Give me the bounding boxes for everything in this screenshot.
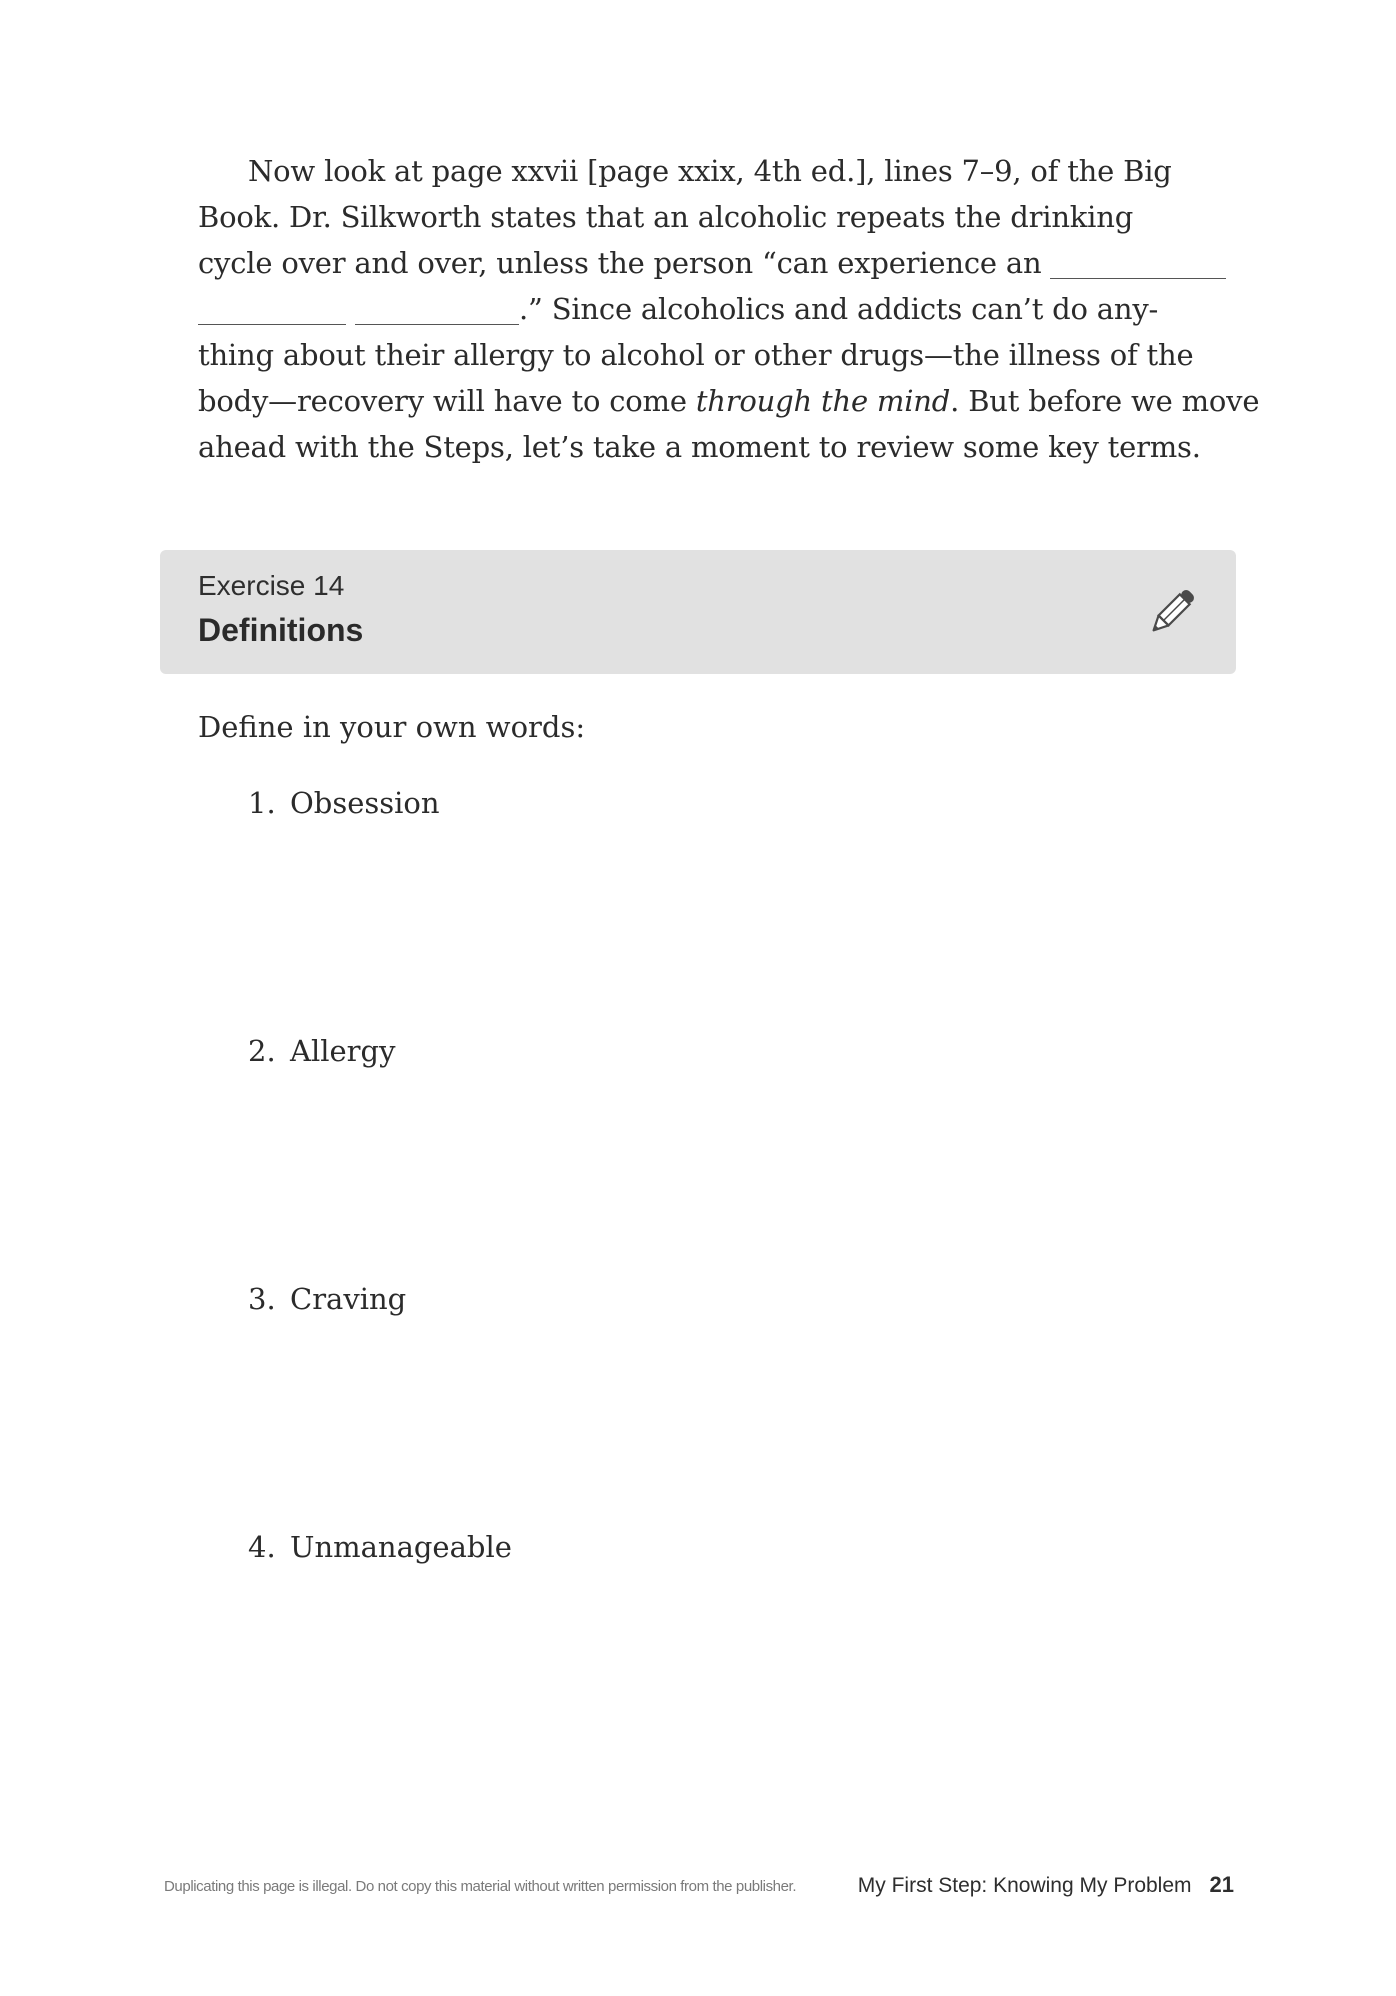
definition-item: [248, 1530, 512, 1564]
intro-line: ahead with the Steps, let’s take a moment to review some key terms.: [198, 430, 1201, 464]
emphasis-text: through the mind: [695, 384, 951, 418]
running-footer: [858, 1872, 1234, 1898]
definition-term: Obsession: [290, 786, 440, 820]
definition-term: Allergy: [290, 1034, 396, 1068]
chapter-title: My First Step: Knowing My Problem: [857, 1874, 1192, 1897]
fill-in-blank[interactable]: [355, 294, 519, 325]
definition-item: [248, 1282, 406, 1316]
definition-term: Craving: [290, 1282, 407, 1316]
definition-item: [248, 1034, 395, 1068]
pencil-icon: [1144, 584, 1200, 640]
item-number: 4.: [248, 1530, 276, 1564]
fill-in-blank[interactable]: [1050, 248, 1226, 279]
intro-line: thing about their allergy to alcohol or other drugs—the illness of the: [198, 338, 1194, 372]
exercise-banner: [160, 550, 1236, 674]
intro-paragraph: [198, 148, 1260, 470]
fill-in-blank[interactable]: [198, 294, 346, 325]
item-number: 2.: [248, 1034, 276, 1068]
intro-line: Book. Dr. Silkworth states that an alcoholic repeats the drinking: [198, 200, 1134, 234]
intro-line: [198, 378, 1260, 424]
exercise-number: Exercise 14: [198, 570, 345, 601]
exercise-title: Definitions: [198, 612, 364, 648]
intro-line: [198, 240, 1208, 286]
instruction-text: Define in your own words:: [198, 710, 586, 744]
definition-term: Unmanageable: [290, 1530, 512, 1564]
intro-line-text: . But before we move: [950, 384, 1260, 418]
definition-item: [248, 786, 440, 820]
intro-line: Now look at page xxvii [page xxix, 4th ed.], lines 7–9, of the Big: [248, 154, 1172, 188]
intro-line-text: body—recovery will have to come: [198, 384, 696, 418]
page-number: 21: [1209, 1872, 1234, 1897]
intro-line-text: cycle over and over, unless the person “can experience an: [198, 246, 1042, 280]
copyright-notice: Duplicating this page is illegal. Do not copy this material without written permission from the publisher.: [164, 1878, 797, 1895]
item-number: 3.: [248, 1282, 276, 1316]
intro-line: [198, 286, 1208, 332]
intro-line-text: .” Since alcoholics and addicts can’t do any-: [519, 292, 1159, 326]
item-number: 1.: [248, 786, 276, 820]
